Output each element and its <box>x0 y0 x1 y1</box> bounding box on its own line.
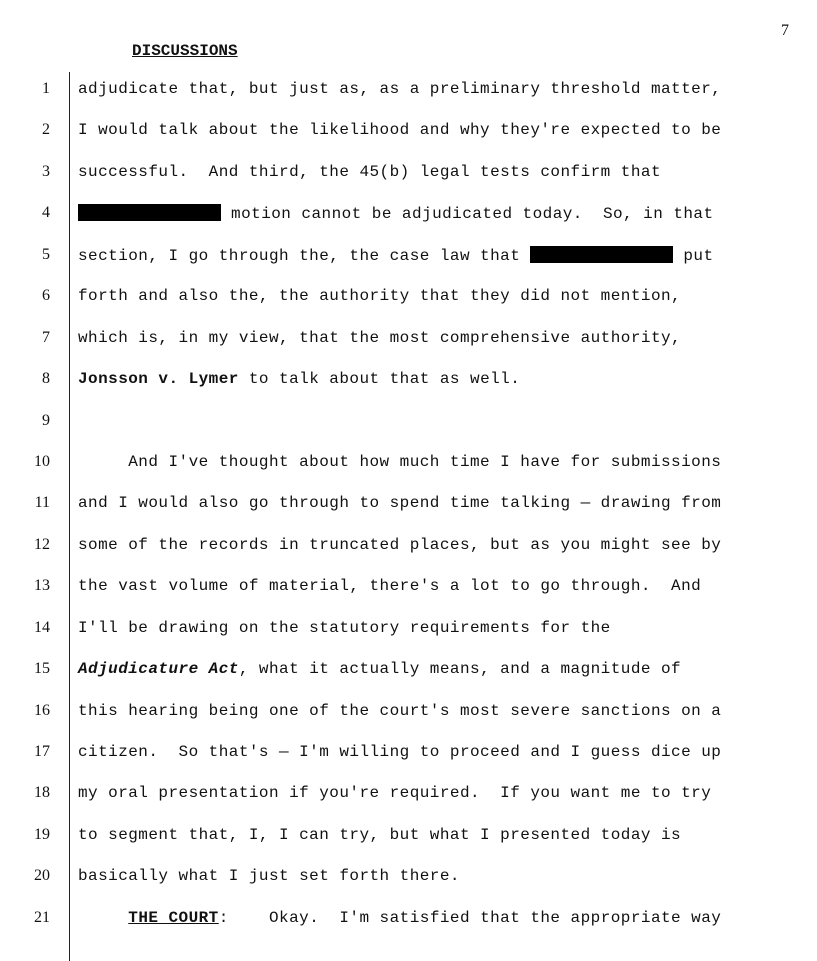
transcript-line-5 <box>0 242 817 266</box>
line-number: 1 <box>42 80 50 97</box>
line-number: 21 <box>34 909 50 926</box>
line-text-rest: to talk about that as well. <box>238 370 521 388</box>
transcript-line-7 <box>0 325 817 349</box>
line-number: 16 <box>34 702 50 719</box>
line-text: I would talk about the likelihood and why they're expected to be <box>78 121 722 139</box>
line-number: 7 <box>42 329 50 346</box>
line-text <box>78 370 520 388</box>
line-text: to segment that, I, I can try, but what I presented today is <box>78 826 682 844</box>
transcript-line-3 <box>0 159 817 183</box>
line-text: basically what I just set forth there. <box>78 867 460 885</box>
line-text <box>78 204 714 223</box>
transcript-line-11 <box>0 490 817 514</box>
line-text-rest: : Okay. I'm satisfied that the appropriate way <box>218 909 722 927</box>
line-number: 5 <box>42 246 50 263</box>
line-number: 10 <box>34 453 50 470</box>
line-text: my oral presentation if you're required. If you want me to try <box>78 784 712 802</box>
line-number: 13 <box>34 577 50 594</box>
redaction-block <box>78 204 221 221</box>
line-text: adjudicate that, but just as, as a preliminary threshold matter, <box>78 80 722 98</box>
line-number: 8 <box>42 370 50 387</box>
line-text: And I've thought about how much time I have for submissions <box>78 453 722 471</box>
transcript-line-13 <box>0 573 817 597</box>
line-text <box>78 246 714 265</box>
page-number: 7 <box>781 22 789 39</box>
line-number: 3 <box>42 163 50 180</box>
line-text: the vast volume of material, there's a lot to go through. And <box>78 577 702 595</box>
transcript-line-2 <box>0 117 817 141</box>
transcript-line-1 <box>0 76 817 100</box>
transcript-line-19 <box>0 822 817 846</box>
speaker-label: THE COURT <box>128 909 219 927</box>
line-number: 9 <box>42 412 50 429</box>
line-text: forth and also the, the authority that they did not mention, <box>78 287 682 305</box>
transcript-line-10 <box>0 449 817 473</box>
indent <box>78 909 128 927</box>
transcript-line-4 <box>0 200 817 224</box>
line-text <box>78 909 721 927</box>
line-text-after-redaction: motion cannot be adjudicated today. So, in that <box>221 205 714 223</box>
transcript-line-17 <box>0 739 817 763</box>
transcript-line-15 <box>0 656 817 680</box>
line-text: this hearing being one of the court's most severe sanctions on a <box>78 702 722 720</box>
line-number: 11 <box>34 494 50 511</box>
line-text: some of the records in truncated places, but as you might see by <box>78 536 722 554</box>
line-number: 17 <box>34 743 50 760</box>
line-text-after-redaction: put <box>673 247 714 265</box>
line-number: 14 <box>34 619 50 636</box>
redaction-block <box>530 246 673 263</box>
statute-name: Adjudicature Act <box>78 660 239 678</box>
line-number: 15 <box>34 660 50 677</box>
line-text: I'll be drawing on the statutory requirements for the <box>78 619 611 637</box>
case-citation: Jonsson v. Lymer <box>78 370 239 388</box>
line-number: 20 <box>34 867 50 884</box>
transcript-line-9 <box>0 408 817 432</box>
transcript-line-12 <box>0 532 817 556</box>
transcript-line-6 <box>0 283 817 307</box>
line-text: successful. And third, the 45(b) legal tests confirm that <box>78 163 661 181</box>
line-number: 4 <box>42 204 50 221</box>
transcript-line-21 <box>0 905 817 929</box>
line-number: 19 <box>34 826 50 843</box>
line-number: 6 <box>42 287 50 304</box>
line-text: which is, in my view, that the most comprehensive authority, <box>78 329 682 347</box>
line-text-rest: , what it actually means, and a magnitude of <box>238 660 682 678</box>
section-header: DISCUSSIONS <box>132 42 238 60</box>
transcript-line-16 <box>0 698 817 722</box>
line-text <box>78 660 681 678</box>
transcript-line-14 <box>0 615 817 639</box>
line-text-before-redaction: section, I go through the, the case law that <box>78 247 531 265</box>
transcript-line-20 <box>0 863 817 887</box>
line-number: 18 <box>34 784 50 801</box>
line-number: 2 <box>42 121 50 138</box>
line-text: citizen. So that's — I'm willing to proceed and I guess dice up <box>78 743 722 761</box>
transcript-line-8 <box>0 366 817 390</box>
line-number: 12 <box>34 536 50 553</box>
transcript-line-18 <box>0 780 817 804</box>
line-text: and I would also go through to spend time talking — drawing from <box>78 494 722 512</box>
